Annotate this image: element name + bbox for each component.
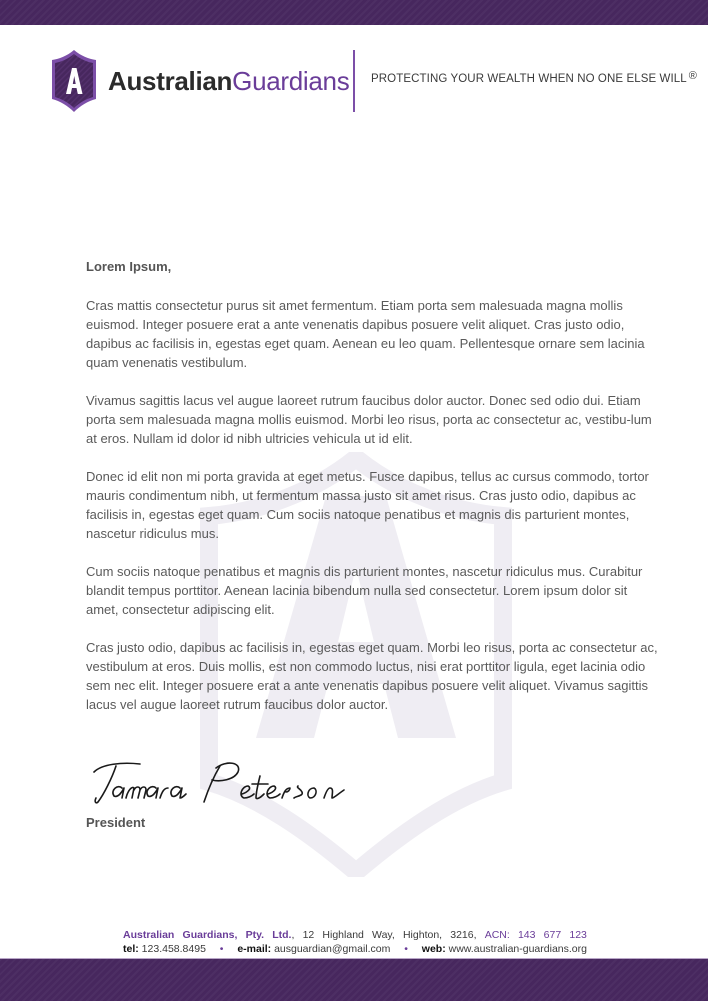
acn-part: 143 <box>517 929 536 941</box>
header-stripe-bar <box>0 0 708 25</box>
email-link[interactable]: ausguardian@gmail.com <box>274 943 391 955</box>
salutation: Lorem Ipsum, <box>86 259 172 274</box>
address-part: 3216, <box>450 929 477 941</box>
address-part: Highland <box>322 929 364 941</box>
signature-image <box>92 758 362 810</box>
paragraph-1: Cras mattis consectetur purus sit amet fermentum. Etiam porta sem malesuada magna mollis euismod. Integer posuere erat a ante venenatis dapibus posuere velit aliquet. Cras justo odio, dapibus ac facilisis in, egestas eget quam. Aenean eu leo quam. Pellentesque ornare sem lacinia quam venenatis vestibulum. <box>86 298 645 370</box>
company-word-2: Guardians, <box>182 929 238 941</box>
paragraph-3: Donec id elit non mi porta gravida at eget metus. Fusce dapibus, tellus ac cursus commodo, tortor mauris condimentum nibh, ut fermentum massa justo sit amet risus. Cras justo odio, dapibus ac facilisis in, egestas eget quam. Cum sociis natoque penatibus et magnis dis parturient montes, nascetur ridiculus mus. <box>86 469 649 541</box>
tagline <box>371 70 698 85</box>
web-label: web: <box>421 943 446 955</box>
acn-label: ACN: <box>484 929 510 941</box>
brand-name-secondary: Guardians <box>232 66 350 96</box>
footer-address-line: Australian Guardians, Pty. Ltd., 12 Highland Way, Highton, 3216, ACN: 143 677 123 <box>123 929 587 941</box>
brand-name <box>108 64 349 98</box>
company-word-4: Ltd. <box>272 929 292 941</box>
tel-value[interactable]: 123.458.8495 <box>141 943 206 955</box>
tel-label: tel: <box>123 943 139 955</box>
footer-contact-line <box>123 942 587 956</box>
paragraph-4: Cum sociis natoque penatibus et magnis dis parturient montes, nascetur ridiculus mus. Curabitur blandit tempus porttitor. Aenean lacinia bibendum nulla sed consectetur. Lorem ipsum dolor sit amet, consectetur adipiscing elit. <box>86 564 643 617</box>
separator-bullet: • <box>219 943 224 955</box>
company-word-3: Pty. <box>245 929 265 941</box>
registered-mark: ® <box>688 70 698 82</box>
acn-part: 123 <box>569 929 587 941</box>
email-label: e-mail: <box>237 943 272 955</box>
tagline-text: PROTECTING YOUR WEALTH WHEN NO ONE ELSE WILL <box>371 73 687 85</box>
brand-name-primary: Australian <box>108 66 233 96</box>
address-part: Highton, <box>402 929 443 941</box>
footer-contact-info <box>123 928 587 956</box>
footer-stripe-bar <box>0 958 708 1001</box>
header-divider <box>353 50 355 112</box>
paragraph-2: Vivamus sagittis lacus vel augue laoreet rutrum faucibus dolor auctor. Donec sed odio dui. Etiam porta sem malesuada magna mollis euismod. Morbi leo risus, porta ac consectetur ac, vestibu-lum at eros. Nullam id dolor id nibh ultricies vehicula ut id elit. <box>86 393 652 446</box>
web-link[interactable]: www.australian-guardians.org <box>448 943 587 955</box>
shield-logo-icon <box>51 49 97 113</box>
address-part: 12 <box>302 929 315 941</box>
signer-title: President <box>86 815 146 830</box>
separator-bullet: • <box>404 943 408 955</box>
acn-part: 677 <box>543 929 562 941</box>
paragraph-5: Cras justo odio, dapibus ac facilisis in, egestas eget quam. Morbi leo risus, porta ac consectetur ac, vestibulum at eros. Duis mollis, est non commodo luctus, nisi erat porttitor ligula, eget lacinia odio sem nec elit. Integer posuere erat a ante venenatis dapibus posuere velit aliquet. Vivamus sagittis lacus vel augue laoreet rutrum faucibus dolor auctor. <box>86 640 658 712</box>
company-word-1: Australian <box>123 929 175 941</box>
address-part: Way, <box>372 929 395 941</box>
letter-body <box>86 257 658 733</box>
